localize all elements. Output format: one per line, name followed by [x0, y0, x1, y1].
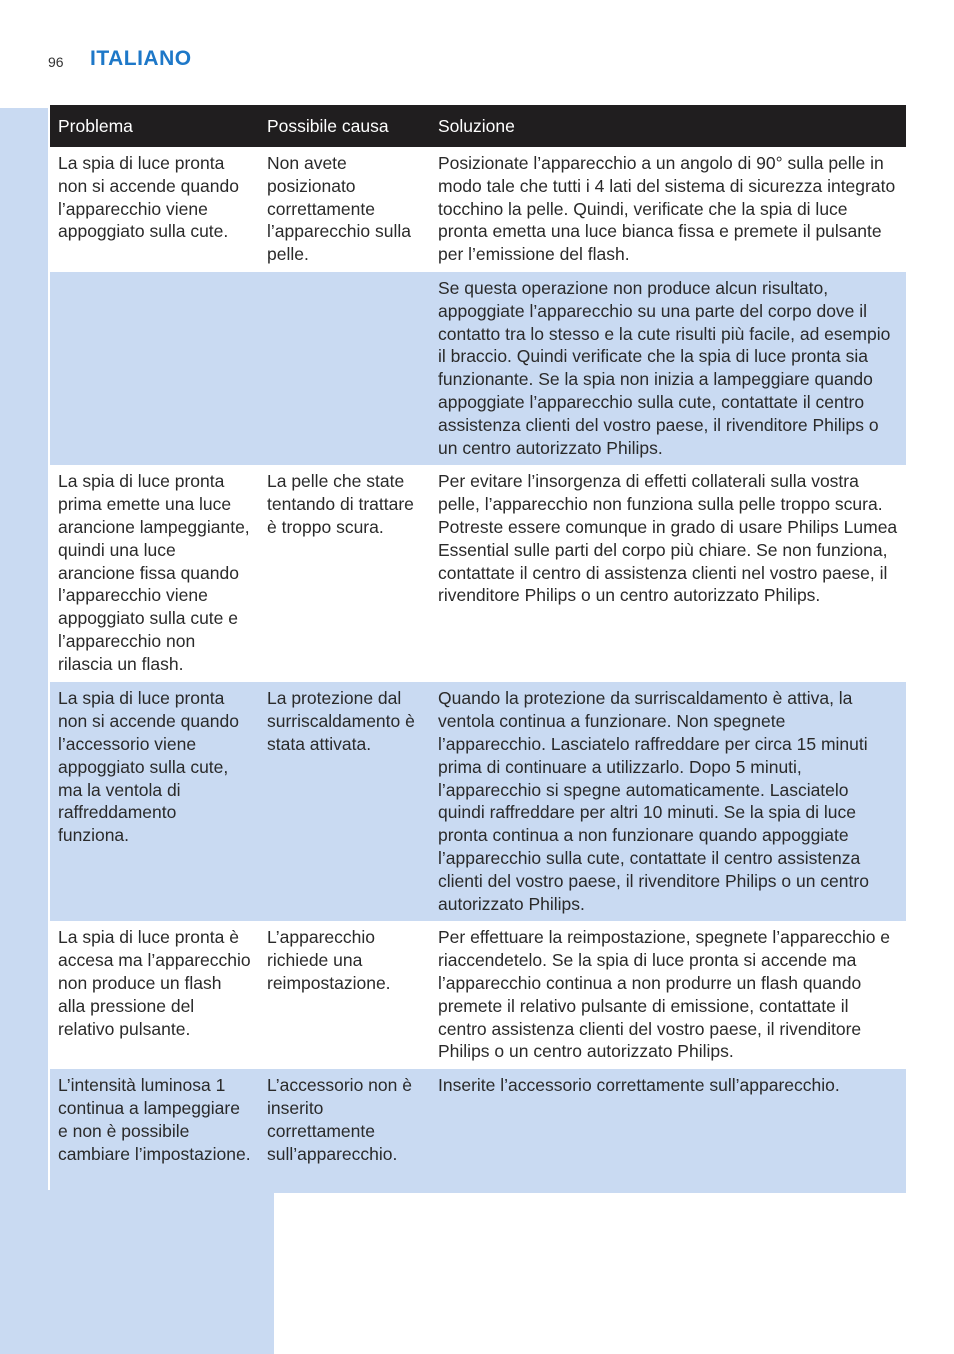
cause-cell: La protezione dal surriscaldamento è stata attivata. [259, 682, 430, 921]
solution-cell: Per effettuare la reimpostazione, spegnete l’apparecchio e riaccendetelo. Se la spia di luce pronta si accende ma l’apparecchio continua a non produrre un flash quando premete il relativo pulsante di emissione, contattate il centro assistenza clienti del vostro paese, il rivenditore Philips o un centro autorizzato Philips. [430, 921, 906, 1069]
problem-cell: L’intensità luminosa 1 continua a lampeggiare e non è possibile cambiare l’impostazione. [50, 1069, 259, 1193]
problem-cell: La spia di luce pronta non si accende quando l’apparecchio viene appoggiato sulla cute. [50, 147, 259, 272]
cause-cell [259, 272, 430, 465]
table-row [50, 465, 906, 682]
solution-cell: Posizionate l’apparecchio a un angolo di 90° sulla pelle in modo tale che tutti i 4 lati del sistema di sicurezza integrato tocchino la pelle. Quindi, verificate che la spia di luce pronta emetta una luce bianca fissa e premete il pulsante per l’emissione del flash. [430, 147, 906, 272]
solution-cell: Se questa operazione non produce alcun risultato, appoggiate l’apparecchio su una parte del corpo dove il contatto tra lo stesso e la cute risulti più facile, ad esempio il braccio. Quindi verificate che la spia di luce pronta sia funzionante. Se la spia non inizia a lampeggiare quando appoggiate l’apparecchio sulla cute, contattate il centro assistenza clienti del vostro paese, il rivenditore Philips o un centro autorizzato Philips. [430, 272, 906, 465]
header-problem: Problema [50, 105, 259, 147]
table-row [50, 147, 906, 272]
table-header-row [50, 105, 906, 147]
table-row [50, 1069, 906, 1193]
table-row [50, 682, 906, 921]
solution-cell: Per evitare l’insorgenza di effetti collaterali sulla vostra pelle, l’apparecchio non funziona sulla pelle troppo scura. Potreste essere comunque in grado di usare Philips Lumea Essential sulle parti del corpo più chiare. Se non funziona, contattate il centro di assistenza clienti nel vostro paese, il rivenditore Philips o un centro autorizzato Philips. [430, 465, 906, 682]
troubleshooting-table [50, 105, 906, 1193]
problem-cell: La spia di luce pronta prima emette una luce arancione lampeggiante, quindi una luce arancione fissa quando l’apparecchio viene appoggiato sulla cute e l’apparecchio non rilascia un flash. [50, 465, 259, 682]
header-solution: Soluzione [430, 105, 906, 147]
cause-cell: L’accessorio non è inserito correttamente sull’apparecchio. [259, 1069, 430, 1193]
table-row [50, 272, 906, 465]
bottom-left-band [0, 1190, 274, 1354]
problem-cell [50, 272, 259, 465]
section-title: ITALIANO [90, 47, 192, 70]
problem-cell: La spia di luce pronta è accesa ma l’apparecchio non produce un flash alla pressione del relativo pulsante. [50, 921, 259, 1069]
cause-cell: L’apparecchio richiede una reimpostazione. [259, 921, 430, 1069]
page-number: 96 [48, 54, 64, 70]
cause-cell: Non avete posizionato correttamente l’apparecchio sulla pelle. [259, 147, 430, 272]
header-cause: Possibile causa [259, 105, 430, 147]
table-row [50, 921, 906, 1069]
problem-cell: La spia di luce pronta non si accende quando l’accessorio viene appoggiato sulla cute, ma la ventola di raffreddamento funziona. [50, 682, 259, 921]
solution-cell: Quando la protezione da surriscaldamento è attiva, la ventola continua a funzionare. Non spegnete l’apparecchio. Lasciatelo raffreddare per circa 15 minuti prima di continuare a utilizzarlo. Dopo 5 minuti, l’apparecchio si spegne automaticamente. Lasciatelo quindi raffreddare per altri 10 minuti. Se la spia di luce pronta continua a non funzionare quando appoggiate l’apparecchio sulla cute, contattate il centro assistenza clienti del vostro paese, il rivenditore Philips o un centro autorizzato Philips. [430, 682, 906, 921]
solution-cell: Inserite l’accessorio correttamente sull’apparecchio. [430, 1069, 906, 1193]
left-margin-band [0, 108, 48, 1354]
cause-cell: La pelle che state tentando di trattare è troppo scura. [259, 465, 430, 682]
